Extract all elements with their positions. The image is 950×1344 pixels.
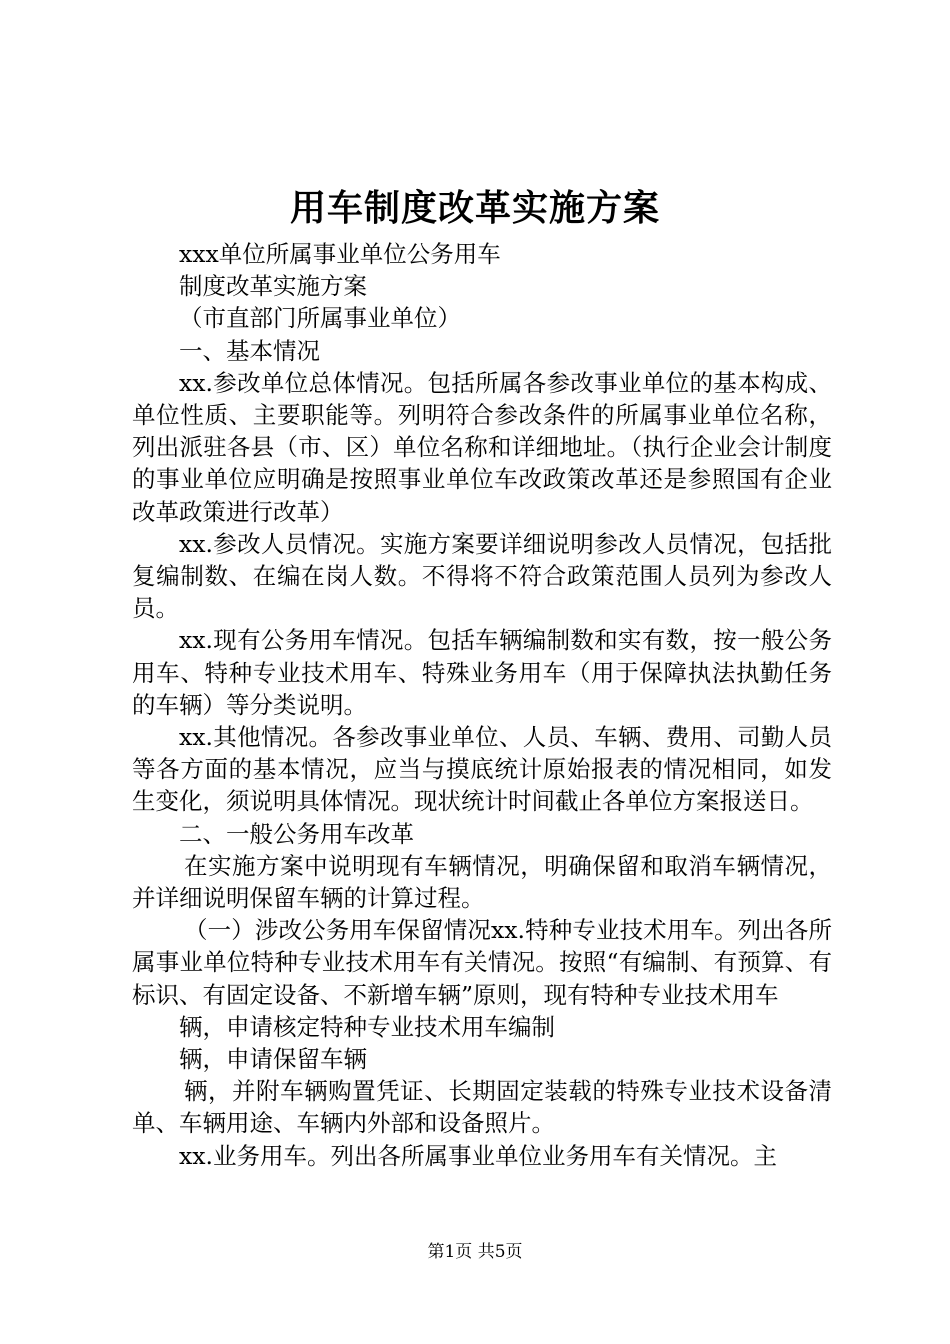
page-footer: 第1页 共5页 <box>427 1242 523 1262</box>
paragraph-retain-vehicles: 辆，申请保留车辆 <box>179 1045 367 1074</box>
document-title: 用车制度改革实施方案 <box>289 187 660 229</box>
paragraph-subtitle: 制度改革实施方案 <box>179 272 367 301</box>
document-body <box>132 238 832 1172</box>
section-heading-general-reform: 二、一般公务用车改革 <box>179 819 414 848</box>
paragraph-business-vehicles: xx.业务用车。列出各所属事业单位业务用车有关情况。主 <box>179 1141 777 1170</box>
paragraph-attachments: 辆，并附车辆购置凭证、长期固定装载的特殊专业技术设备清单、车辆用途、车辆内外部和设备照片。 <box>132 1077 832 1138</box>
paragraph-scope: （市直部门所属事业单位） <box>179 304 461 333</box>
paragraph-vehicles: xx.现有公务用车情况。包括车辆编制数和实有数，按一般公务用车、特种专业技术用车、特殊业务用车（用于保障执法执勤任务的车辆）等分类说明。 <box>132 626 832 719</box>
paragraph-unit-name: xxx单位所属事业单位公务用车 <box>179 240 501 268</box>
paragraph-approve-quota: 辆，申请核定特种专业技术用车编制 <box>179 1012 555 1041</box>
paragraph-units-overview: xx.参改单位总体情况。包括所属各参改事业单位的基本构成、单位性质、主要职能等。列明符合参改条件的所属事业单位名称，列出派驻各县（市、区）单位名称和详细地址。（执行企业会计制度的事业单位应明确是按照事业单位车改政策改革还是参照国有企业改革政策进行改革） <box>132 368 832 526</box>
section-heading-basic-info: 一、基本情况 <box>179 336 320 365</box>
paragraph-other: xx.其他情况。各参改事业单位、人员、车辆、费用、司勤人员等各方面的基本情况，应当与摸底统计原始报表的情况相同，如发生变化，须说明具体情况。现状统计时间截止各单位方案报送日。 <box>132 723 832 816</box>
paragraph-plan-description: 在实施方案中说明现有车辆情况，明确保留和取消车辆情况，并详细说明保留车辆的计算过程。 <box>132 851 832 913</box>
paragraph-personnel: xx.参改人员情况。实施方案要详细说明参改人员情况，包括批复编制数、在编在岗人数。不得将不符合政策范围人员列为参改人员。 <box>132 529 832 623</box>
paragraph-retention: （一）涉改公务用车保留情况xx.特种专业技术用车。列出各所属事业单位特种专业技术用车有关情况。按照“有编制、有预算、有标识、有固定设备、不新增车辆”原则，现有特种专业技术用车 <box>132 916 832 1009</box>
